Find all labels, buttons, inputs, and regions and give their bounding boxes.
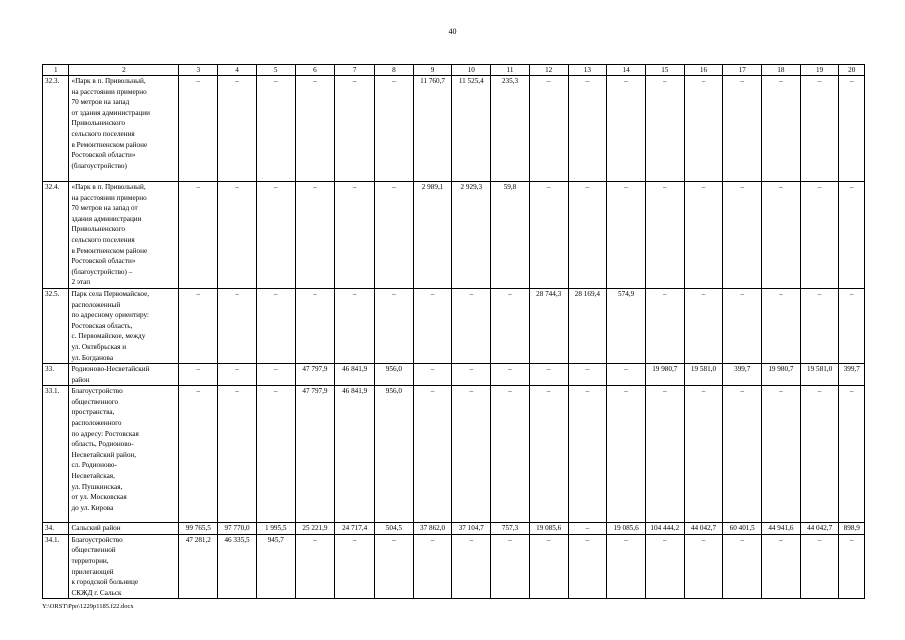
row-number: 33. — [43, 364, 69, 386]
header-cell: 17 — [723, 65, 762, 76]
row-name: «Парк в п. Привольный, на расстоянии примерно 70 метров на запад от здания администрации Привольненского сельского поселения в Ремонтненском районе Ростовской области» (благоустройство) – 2 этап — [69, 182, 179, 289]
value-cell: – — [839, 182, 865, 289]
header-cell: 6 — [295, 65, 335, 76]
value-cell: 46 841,9 — [335, 364, 375, 386]
value-cell: 898,9 — [839, 523, 865, 535]
value-cell: – — [607, 534, 646, 599]
page-number: 40 — [448, 27, 457, 36]
row-name: Благоустройство общественного пространства, расположенного по адресу: Ростовская область, Родионово- Несветайский район, сл. Родионово- Несветайская, ул. Пушкинская, от ул. Московская до ул. Кирова — [69, 386, 179, 523]
value-cell: – — [295, 182, 335, 289]
row-name: Благоустройство общественной территории, прилегающей к городской больнице СКЖД г. Сальск — [69, 534, 179, 599]
value-cell: 19 085,6 — [529, 523, 568, 535]
value-cell: – — [295, 288, 335, 363]
value-cell: – — [491, 534, 530, 599]
value-cell: – — [839, 386, 865, 523]
table-row — [43, 523, 865, 535]
value-cell: 99 765,5 — [179, 523, 218, 535]
value-cell: 235,3 — [491, 76, 530, 182]
value-cell: 19 980,7 — [762, 364, 801, 386]
value-cell: – — [179, 288, 218, 363]
header-cell: 9 — [413, 65, 452, 76]
value-cell: – — [413, 288, 452, 363]
value-cell: 60 401,5 — [723, 523, 762, 535]
value-cell: – — [723, 386, 762, 523]
value-cell: 19 085,6 — [607, 523, 646, 535]
value-cell: – — [645, 386, 684, 523]
value-cell: 59,8 — [491, 182, 530, 289]
value-cell: – — [800, 386, 839, 523]
value-cell: – — [762, 288, 801, 363]
header-cell: 5 — [256, 65, 295, 76]
value-cell: – — [452, 534, 491, 599]
value-cell: – — [839, 534, 865, 599]
value-cell: – — [452, 386, 491, 523]
value-cell: 504,5 — [375, 523, 414, 535]
value-cell: – — [568, 386, 607, 523]
value-cell: – — [645, 76, 684, 182]
value-cell: – — [762, 386, 801, 523]
value-cell: – — [645, 534, 684, 599]
header-cell: 11 — [491, 65, 530, 76]
value-cell: – — [762, 76, 801, 182]
value-cell: 11 760,7 — [413, 76, 452, 182]
table-row — [43, 386, 865, 523]
value-cell: – — [491, 288, 530, 363]
value-cell: – — [375, 288, 414, 363]
value-cell: – — [607, 182, 646, 289]
value-cell: 44 042,7 — [684, 523, 723, 535]
value-cell: – — [723, 76, 762, 182]
value-cell: 399,7 — [723, 364, 762, 386]
row-number: 34.1. — [43, 534, 69, 599]
value-cell: 2 929,3 — [452, 182, 491, 289]
row-name: Парк села Первомайское, расположенный по адресному ориентиру: Ростовская область, с. Первомайское, между ул. Октябрьская и ул. Богданова — [69, 288, 179, 363]
value-cell: – — [218, 182, 257, 289]
value-cell: – — [607, 364, 646, 386]
header-cell: 15 — [645, 65, 684, 76]
table-row — [43, 364, 865, 386]
value-cell: – — [218, 288, 257, 363]
header-cell: 4 — [218, 65, 257, 76]
value-cell: 44 042,7 — [800, 523, 839, 535]
value-cell: 1 995,5 — [256, 523, 295, 535]
header-cell: 16 — [684, 65, 723, 76]
value-cell: – — [491, 386, 530, 523]
value-cell: 104 444,2 — [645, 523, 684, 535]
value-cell: 11 525,4 — [452, 76, 491, 182]
value-cell: 945,7 — [256, 534, 295, 599]
value-cell: 574,9 — [607, 288, 646, 363]
value-cell: – — [335, 182, 375, 289]
row-number: 33.1. — [43, 386, 69, 523]
header-cell: 8 — [375, 65, 414, 76]
row-name: Сальский район — [69, 523, 179, 535]
header-cell: 1 — [43, 65, 69, 76]
value-cell: – — [529, 386, 568, 523]
header-cell: 18 — [762, 65, 801, 76]
value-cell: – — [413, 386, 452, 523]
value-cell: – — [413, 534, 452, 599]
row-number: 34. — [43, 523, 69, 535]
value-cell: – — [568, 182, 607, 289]
value-cell: 47 797,9 — [295, 386, 335, 523]
value-cell: – — [568, 534, 607, 599]
value-cell: – — [684, 76, 723, 182]
value-cell: – — [529, 364, 568, 386]
value-cell: – — [684, 182, 723, 289]
value-cell: 24 717,4 — [335, 523, 375, 535]
value-cell: 46 335,5 — [218, 534, 257, 599]
value-cell: – — [335, 534, 375, 599]
row-number: 32.5. — [43, 288, 69, 363]
file-path-footer: Y:\ORST\Ppo\1229p1185.f22.docx — [42, 603, 134, 610]
value-cell: 25 221,9 — [295, 523, 335, 535]
value-cell: – — [256, 182, 295, 289]
value-cell: – — [256, 386, 295, 523]
value-cell: 757,3 — [491, 523, 530, 535]
table-row — [43, 76, 865, 182]
value-cell: – — [295, 534, 335, 599]
value-cell: – — [256, 288, 295, 363]
row-number: 32.4. — [43, 182, 69, 289]
value-cell: – — [607, 386, 646, 523]
value-cell: – — [800, 288, 839, 363]
value-cell: – — [218, 386, 257, 523]
value-cell: – — [529, 76, 568, 182]
value-cell: – — [179, 364, 218, 386]
value-cell: 19 581,0 — [800, 364, 839, 386]
value-cell: 37 104,7 — [452, 523, 491, 535]
value-cell: – — [529, 534, 568, 599]
value-cell: 956,0 — [375, 386, 414, 523]
value-cell: – — [800, 76, 839, 182]
value-cell: – — [684, 534, 723, 599]
header-cell: 13 — [568, 65, 607, 76]
value-cell: – — [218, 76, 257, 182]
value-cell: – — [413, 364, 452, 386]
table-row — [43, 534, 865, 599]
value-cell: – — [335, 76, 375, 182]
value-cell: – — [529, 182, 568, 289]
value-cell: – — [179, 182, 218, 289]
value-cell: – — [723, 182, 762, 289]
value-cell: 2 989,1 — [413, 182, 452, 289]
value-cell: 37 862,0 — [413, 523, 452, 535]
row-number: 32.3. — [43, 76, 69, 182]
value-cell: 19 581,0 — [684, 364, 723, 386]
value-cell: 28 169,4 — [568, 288, 607, 363]
value-cell: 47 797,9 — [295, 364, 335, 386]
row-name: «Парк в п. Привольный, на расстоянии примерно 70 метров на запад от здания администрации Привольненского сельского поселения в Ремонтненском районе Ростовской области» (благоустройство) — [69, 76, 179, 182]
table-header-row — [43, 65, 865, 76]
value-cell: – — [800, 534, 839, 599]
value-cell: – — [607, 76, 646, 182]
value-cell: – — [762, 534, 801, 599]
value-cell: – — [295, 76, 335, 182]
header-cell: 10 — [452, 65, 491, 76]
header-cell: 2 — [69, 65, 179, 76]
value-cell: – — [375, 182, 414, 289]
value-cell: – — [645, 288, 684, 363]
value-cell: 47 281,2 — [179, 534, 218, 599]
value-cell: – — [684, 288, 723, 363]
value-cell: – — [491, 364, 530, 386]
value-cell: – — [645, 182, 684, 289]
value-cell: – — [375, 76, 414, 182]
value-cell: – — [375, 534, 414, 599]
value-cell: 44 941,6 — [762, 523, 801, 535]
value-cell: 19 980,7 — [645, 364, 684, 386]
value-cell: – — [452, 364, 491, 386]
header-cell: 3 — [179, 65, 218, 76]
value-cell: – — [256, 364, 295, 386]
value-cell: – — [179, 386, 218, 523]
header-cell: 19 — [800, 65, 839, 76]
value-cell: – — [179, 76, 218, 182]
table-row — [43, 288, 865, 363]
value-cell: – — [723, 288, 762, 363]
value-cell: – — [684, 386, 723, 523]
header-cell: 20 — [839, 65, 865, 76]
value-cell: – — [839, 76, 865, 182]
value-cell: – — [256, 76, 295, 182]
value-cell: 956,0 — [375, 364, 414, 386]
value-cell: 399,7 — [839, 364, 865, 386]
header-cell: 14 — [607, 65, 646, 76]
value-cell: – — [568, 364, 607, 386]
row-name: Родионово-Несветайский район — [69, 364, 179, 386]
value-cell: – — [568, 76, 607, 182]
value-cell: – — [218, 364, 257, 386]
header-cell: 12 — [529, 65, 568, 76]
value-cell: – — [762, 182, 801, 289]
value-cell: – — [723, 534, 762, 599]
value-cell: – — [800, 182, 839, 289]
value-cell: – — [568, 523, 607, 535]
value-cell: 97 770,0 — [218, 523, 257, 535]
value-cell: 46 841,9 — [335, 386, 375, 523]
value-cell: – — [335, 288, 375, 363]
value-cell: – — [839, 288, 865, 363]
data-table — [42, 64, 865, 599]
value-cell: 28 744,3 — [529, 288, 568, 363]
table-row — [43, 182, 865, 289]
value-cell: – — [452, 288, 491, 363]
header-cell: 7 — [335, 65, 375, 76]
